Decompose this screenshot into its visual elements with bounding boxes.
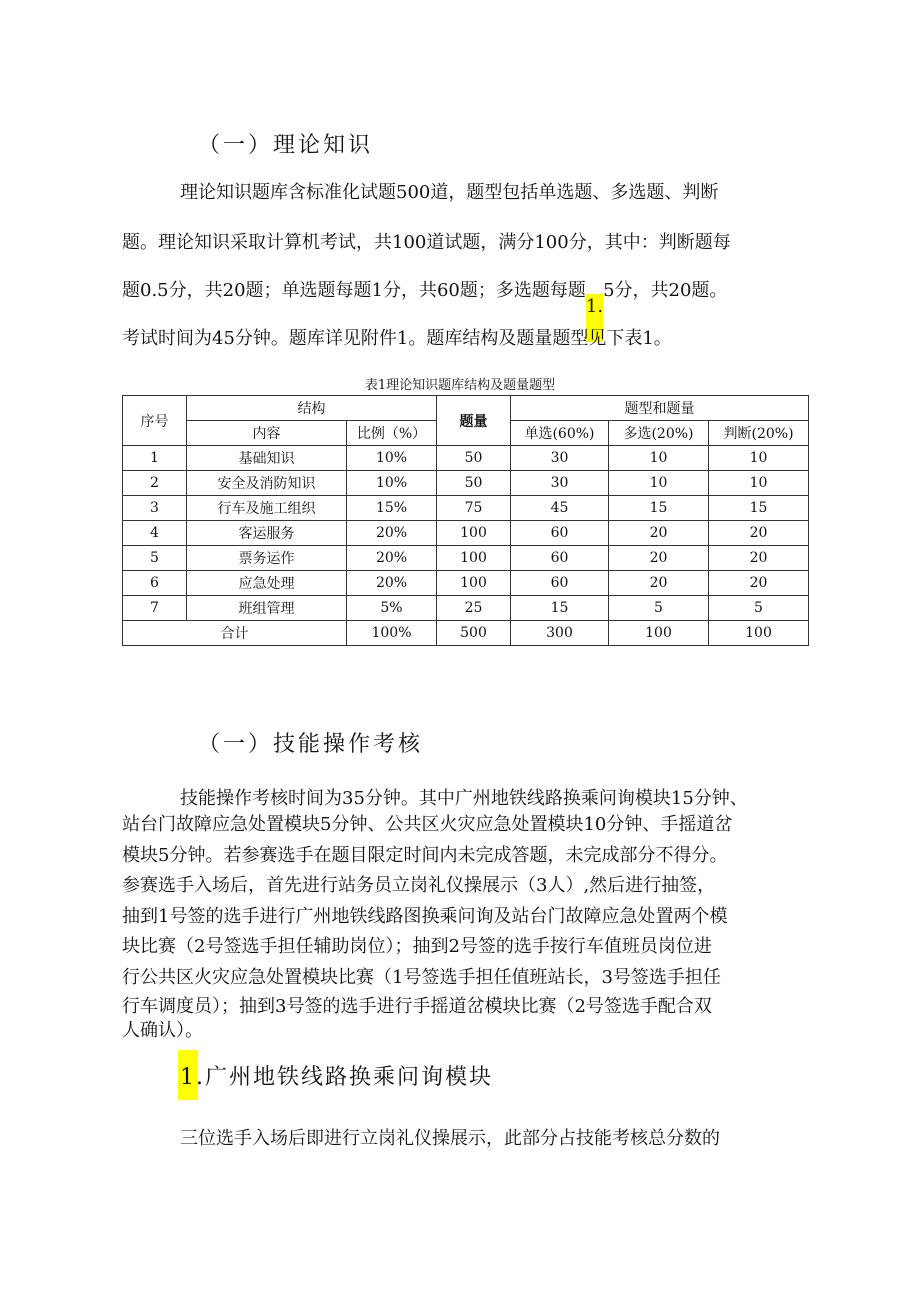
header-content: 内容 bbox=[187, 421, 347, 446]
cell-total-label: 合计 bbox=[123, 621, 347, 646]
cell-total-qty: 500 bbox=[437, 621, 511, 646]
paragraph-line: 技能操作考核时间为35分钟。其中广州地铁线路换乘问询模块15分钟、 bbox=[180, 788, 748, 809]
cell-qty: 100 bbox=[437, 521, 511, 546]
theory-table bbox=[122, 395, 809, 646]
table-row bbox=[123, 571, 809, 596]
cell-qty: 50 bbox=[437, 446, 511, 471]
cell-single: 60 bbox=[511, 546, 609, 571]
cell-ratio: 20% bbox=[347, 521, 437, 546]
cell-content: 票务运作 bbox=[187, 546, 347, 571]
cell-seq: 5 bbox=[123, 546, 187, 571]
header-qty: 题量 bbox=[437, 396, 511, 446]
paragraph-line: 理论知识题库含标准化试题500道，题型包括单选题、多选题、判断 bbox=[180, 182, 719, 203]
paragraph-text: 5分，共20题。 bbox=[603, 280, 728, 301]
cell-qty: 50 bbox=[437, 471, 511, 496]
cell-seq: 6 bbox=[123, 571, 187, 596]
cell-single: 30 bbox=[511, 446, 609, 471]
cell-ratio: 10% bbox=[347, 446, 437, 471]
cell-qty: 75 bbox=[437, 496, 511, 521]
paragraph-line: 三位选手入场后即进行立岗礼仪操展示，此部分占技能考核总分数的 bbox=[180, 1128, 720, 1149]
header-judge: 判断(20%) bbox=[709, 421, 809, 446]
table-row bbox=[123, 496, 809, 521]
paragraph-line: 参赛选手入场后，首先进行站务员立岗礼仪操展示（3人）,然后进行抽签， bbox=[122, 875, 716, 896]
cell-multi: 20 bbox=[609, 571, 709, 596]
cell-judge: 20 bbox=[709, 521, 809, 546]
cell-multi: 10 bbox=[609, 446, 709, 471]
table-caption: 表1理论知识题库结构及题量题型 bbox=[364, 378, 556, 393]
table-row bbox=[123, 546, 809, 571]
section-heading-skill: （一）技能操作考核 bbox=[198, 732, 424, 757]
paragraph-line: 块比赛（2号签选手担任辅助岗位）；抽到2号签的选手按行车值班员岗位进 bbox=[122, 936, 712, 957]
paragraph-text: 题0.5分，共20题；单选题每题1分，共60题；多选题每题 bbox=[122, 280, 586, 301]
cell-ratio: 10% bbox=[347, 471, 437, 496]
cell-seq: 1 bbox=[123, 446, 187, 471]
header-single: 单选(60%) bbox=[511, 421, 609, 446]
table-total-row bbox=[123, 621, 809, 646]
cell-single: 45 bbox=[511, 496, 609, 521]
cell-multi: 10 bbox=[609, 471, 709, 496]
cell-judge: 10 bbox=[709, 471, 809, 496]
cell-ratio: 20% bbox=[347, 546, 437, 571]
paragraph-line: 站台门故障应急处置模块5分钟、公共区火灾应急处置模块10分钟、手摇道岔 bbox=[122, 814, 733, 835]
cell-single: 15 bbox=[511, 596, 609, 621]
header-struct: 结构 bbox=[187, 396, 437, 421]
cell-multi: 5 bbox=[609, 596, 709, 621]
cell-content: 基础知识 bbox=[187, 446, 347, 471]
paragraph-line: 题。理论知识采取计算机考试，共100道试题，满分100分，其中：判断题每 bbox=[122, 232, 731, 253]
cell-total-ratio: 100% bbox=[347, 621, 437, 646]
cell-total-multi: 100 bbox=[609, 621, 709, 646]
cell-judge: 20 bbox=[709, 571, 809, 596]
cell-single: 60 bbox=[511, 521, 609, 546]
cell-judge: 20 bbox=[709, 546, 809, 571]
cell-qty: 25 bbox=[437, 596, 511, 621]
cell-seq: 3 bbox=[123, 496, 187, 521]
subsection-number: 1. bbox=[180, 1065, 205, 1090]
cell-content: 客运服务 bbox=[187, 521, 347, 546]
table-row bbox=[123, 596, 809, 621]
cell-multi: 20 bbox=[609, 546, 709, 571]
paragraph-line: 行车调度员）；抽到3号签的选手进行手摇道岔模块比赛（2号签选手配合双 bbox=[122, 996, 712, 1017]
paragraph-line: 人确认）。 bbox=[122, 1020, 203, 1041]
cell-qty: 100 bbox=[437, 546, 511, 571]
section-heading-theory: （一）理论知识 bbox=[198, 133, 374, 158]
cell-seq: 2 bbox=[123, 471, 187, 496]
paragraph-line: 抽到1号签的选手进行广州地铁线路图换乘问询及站台门故障应急处置两个模 bbox=[122, 906, 728, 927]
cell-ratio: 15% bbox=[347, 496, 437, 521]
header-types: 题型和题量 bbox=[511, 396, 809, 421]
cell-multi: 15 bbox=[609, 496, 709, 521]
cell-total-single: 300 bbox=[511, 621, 609, 646]
cell-judge: 10 bbox=[709, 446, 809, 471]
cell-judge: 15 bbox=[709, 496, 809, 521]
paragraph-line: 模块5分钟。若参赛选手在题目限定时间内未完成答题，未完成部分不得分。 bbox=[122, 845, 728, 866]
cell-seq: 4 bbox=[123, 521, 187, 546]
cell-single: 30 bbox=[511, 471, 609, 496]
cell-seq: 7 bbox=[123, 596, 187, 621]
header-seq: 序号 bbox=[123, 396, 187, 446]
header-ratio: 比例（%） bbox=[347, 421, 437, 446]
cell-judge: 5 bbox=[709, 596, 809, 621]
table-row bbox=[123, 521, 809, 546]
table-row bbox=[123, 471, 809, 496]
paragraph-line: 考试时间为45分钟。题库详见附件1。题库结构及题量题型见下表1。 bbox=[122, 328, 672, 349]
header-multi: 多选(20%) bbox=[609, 421, 709, 446]
subsection-heading bbox=[180, 1060, 493, 1091]
cell-total-judge: 100 bbox=[709, 621, 809, 646]
cell-content: 班组管理 bbox=[187, 596, 347, 621]
cell-single: 60 bbox=[511, 571, 609, 596]
highlight-mark: 1. bbox=[586, 294, 603, 342]
cell-multi: 20 bbox=[609, 521, 709, 546]
table-row bbox=[123, 446, 809, 471]
cell-content: 安全及消防知识 bbox=[187, 471, 347, 496]
cell-ratio: 20% bbox=[347, 571, 437, 596]
cell-qty: 100 bbox=[437, 571, 511, 596]
cell-ratio: 5% bbox=[347, 596, 437, 621]
paragraph-line: 行公共区火灾应急处置模块比赛（1号签选手担任值班站长，3号签选手担任 bbox=[122, 967, 721, 988]
cell-content: 应急处理 bbox=[187, 571, 347, 596]
cell-content: 行车及施工组织 bbox=[187, 496, 347, 521]
subsection-title: 广州地铁线路换乘问询模块 bbox=[205, 1065, 494, 1090]
